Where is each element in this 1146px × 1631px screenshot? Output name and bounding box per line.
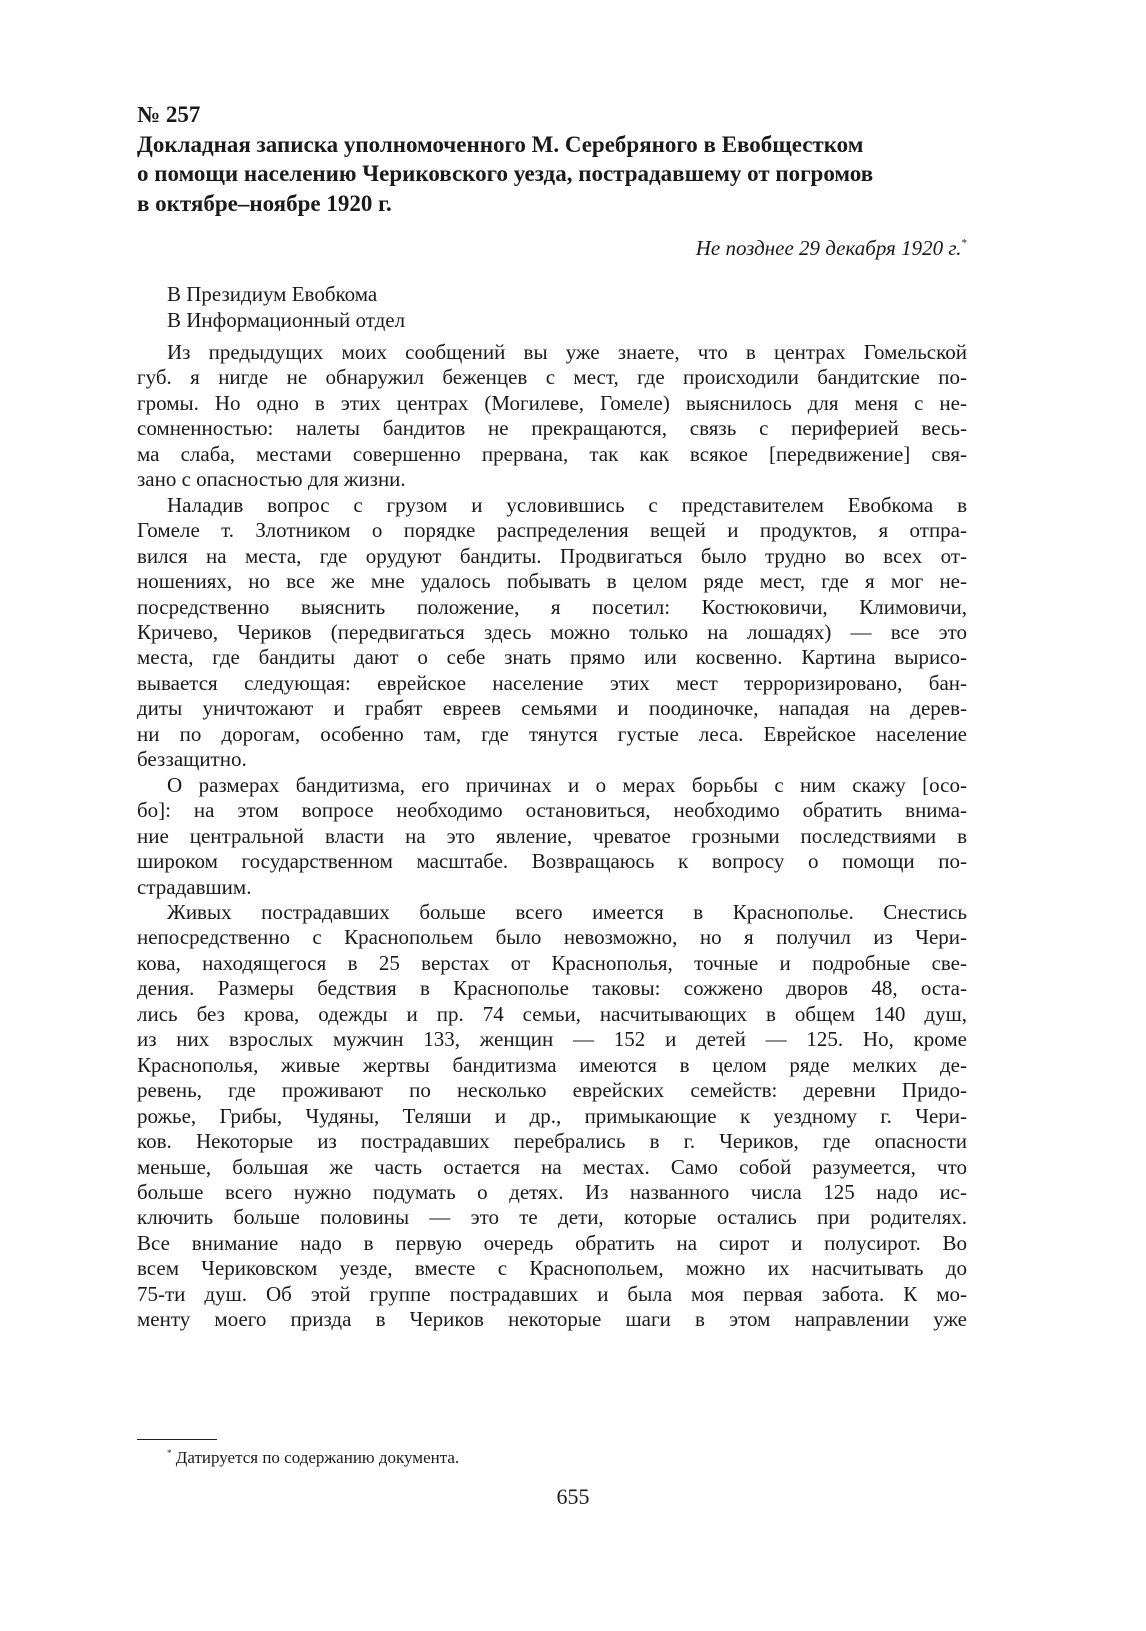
title-line: в октябре–ноябре 1920 г. bbox=[137, 190, 392, 216]
text-line: ма слаба, местами совершенно прервана, так как всякое [передвижение] свя- bbox=[137, 441, 967, 466]
page-number: 655 bbox=[556, 1484, 590, 1509]
text-line: беззащитно. bbox=[137, 747, 247, 772]
text-line: ключить больше половины — это те дети, которые остались при родителях. bbox=[137, 1205, 967, 1230]
text-line: вился на места, где орудуют бандиты. Продвигаться было трудно во всех от- bbox=[137, 543, 967, 568]
paragraph bbox=[137, 773, 967, 900]
text-line: лись без крова, одежды и пр. 74 семьи, насчитывающих в общем 140 душ, bbox=[137, 1001, 967, 1026]
document-date bbox=[696, 236, 967, 261]
text-line: места, где бандиты дают о себе знать прямо или косвенно. Картина вырисо- bbox=[137, 645, 967, 670]
text-line: непосредственно с Краснопольем было невозможно, но я получил из Чери- bbox=[137, 925, 967, 950]
paragraph bbox=[137, 900, 967, 1333]
text-line: Кричево, Чериков (передвигаться здесь можно только на лошадях) — все это bbox=[137, 619, 967, 644]
text-line: 75-ти душ. Об этой группе пострадавших и была моя первая забота. К мо- bbox=[137, 1281, 967, 1306]
text-line: рожье, Грибы, Чудяны, Теляши и др., примыкающие к уездному г. Чери- bbox=[137, 1103, 967, 1128]
footnote bbox=[167, 1448, 459, 1468]
footnote-mark: * bbox=[167, 1448, 172, 1458]
text-line: ков. Некоторые из пострадавших перебрались в г. Чериков, где опасности bbox=[137, 1129, 967, 1154]
text-line: всем Чериковском уезде, вместе с Краснопольем, можно их насчитывать до bbox=[137, 1256, 967, 1281]
text-line: посредственно выяснить положение, я посетил: Костюковичи, Климовичи, bbox=[137, 594, 967, 619]
text-line: дения. Размеры бедствия в Краснополье таковы: сожжено дворов 48, оста- bbox=[137, 976, 967, 1001]
text-line: Все внимание надо в первую очередь обратить на сирот и полусирот. Во bbox=[137, 1230, 967, 1255]
text-line: Живых пострадавших больше всего имеется в Краснополье. Снестись bbox=[167, 899, 967, 924]
addressees bbox=[167, 281, 405, 333]
footnote-divider bbox=[137, 1439, 217, 1440]
document-body bbox=[137, 340, 967, 1333]
text-line: меньше, большая же часть остается на местах. Само собой разумеется, что bbox=[137, 1154, 967, 1179]
text-line: кова, находящегося в 25 верстах от Краснополья, точные и подробные све- bbox=[137, 950, 967, 975]
text-line: Краснополья, живые жертвы бандитизма имеются в целом ряде мелких де- bbox=[137, 1052, 967, 1077]
text-line: ревень, где проживают по несколько еврейских семейств: деревни Придо- bbox=[137, 1078, 967, 1103]
text-line: ни по дорогам, особенно там, где тянутся густые леса. Еврейское население bbox=[137, 721, 967, 746]
title-line: о помощи населению Чериковского уезда, пострадавшему от погромов bbox=[137, 161, 874, 186]
text-line: из них взрослых мужчин 133, женщин — 152 и детей — 125. Но, кроме bbox=[137, 1027, 967, 1052]
text-line: громы. Но одно в этих центрах (Могилеве, Гомеле) выяснилось для меня с не- bbox=[137, 390, 967, 415]
text-line: сомненностью: налеты бандитов не прекращаются, связь с периферией весь- bbox=[137, 416, 967, 441]
addressee: В Президиум Евобкома bbox=[167, 282, 378, 306]
text-line: широком государственном масштабе. Возвращаюсь к вопросу о помощи по- bbox=[137, 849, 967, 874]
text-line: губ. я нигде не обнаружил беженцев с мест, где происходили бандитские по- bbox=[137, 365, 967, 390]
footnote-text: Датируется по содержанию документа. bbox=[175, 1448, 460, 1467]
text-line: зано с опасностью для жизни. bbox=[137, 467, 406, 492]
paragraph bbox=[137, 493, 967, 773]
text-line: больше всего нужно подумать о детях. Из названного числа 125 надо ис- bbox=[137, 1179, 967, 1204]
text-line: бо]: на этом вопросе необходимо остановиться, необходимо обратить внима- bbox=[137, 798, 967, 823]
document-title bbox=[137, 100, 977, 218]
document-number: № 257 bbox=[137, 102, 201, 127]
date-text: Не позднее 29 декабря 1920 г. bbox=[695, 236, 962, 260]
addressee: В Информационный отдел bbox=[167, 308, 406, 332]
text-line: диты уничтожают и грабят евреев семьями и поодиночке, нападая на дерев- bbox=[137, 696, 967, 721]
text-line: Из предыдущих моих сообщений вы уже знаете, что в центрах Гомельской bbox=[167, 340, 967, 364]
title-line: Докладная записка уполномоченного М. Серебряного в Евобщестком bbox=[137, 131, 864, 157]
text-line: менту моего призда в Чериков некоторые шаги в этом направлении уже bbox=[137, 1307, 967, 1332]
text-line: вывается следующая: еврейское население этих мест терроризировано, бан- bbox=[137, 670, 967, 695]
text-line: Гомеле т. Злотником о порядке распределения вещей и продуктов, я отпра- bbox=[137, 518, 967, 543]
text-line: Наладив вопрос с грузом и условившись с представителем Евобкома в bbox=[167, 492, 967, 517]
footnote-reference: * bbox=[961, 237, 967, 249]
text-line: страдавшим. bbox=[137, 874, 252, 899]
text-line: О размерах бандитизма, его причинах и о мерах борьбы с ним скажу [осо- bbox=[167, 772, 967, 797]
paragraph bbox=[137, 340, 967, 493]
text-line: ношениях, но все же мне удалось побывать в целом ряде мест, где я мог не- bbox=[137, 569, 967, 594]
text-line: ние центральной власти на это явление, чреватое грозными последствиями в bbox=[137, 823, 967, 848]
